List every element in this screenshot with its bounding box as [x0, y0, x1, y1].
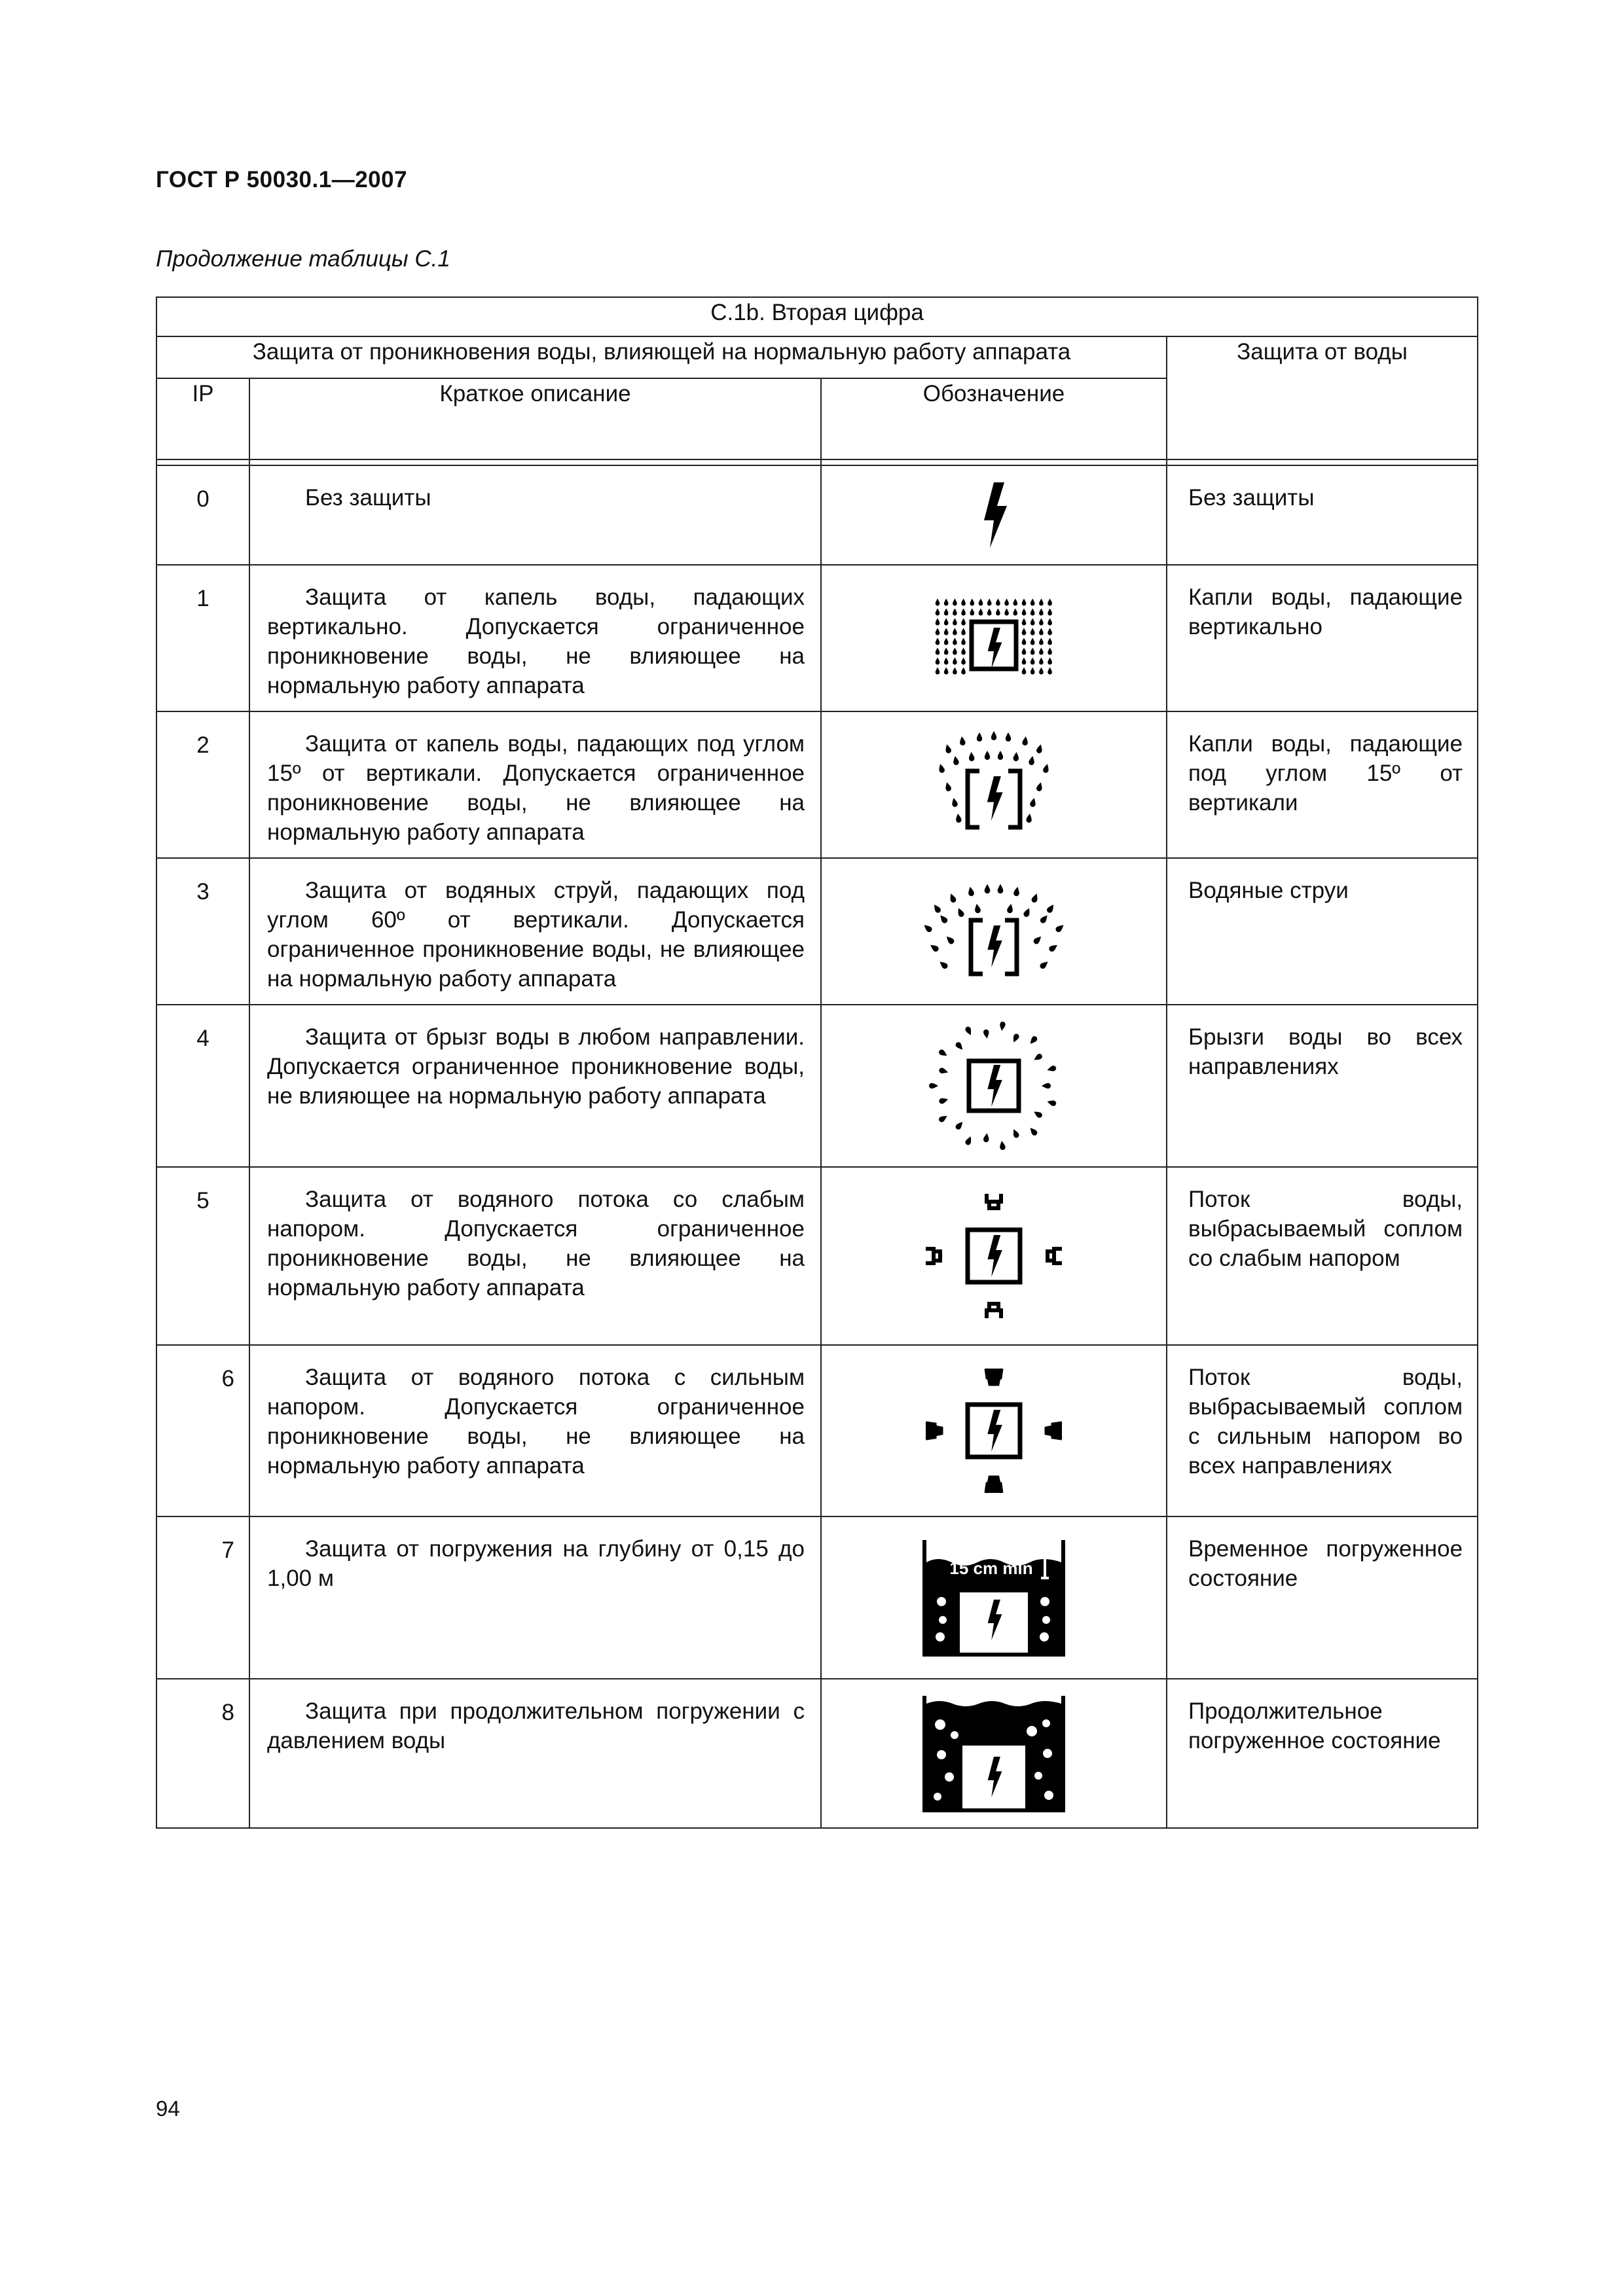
table-continuation-label: Продолжение таблицы С.1 — [156, 246, 450, 272]
row-protection: Продолжительное погруженное состояние — [1167, 1679, 1478, 1828]
depth-label: 15 cm min — [949, 1558, 1033, 1578]
ip-code: 1 — [156, 565, 249, 711]
water-drop-icon — [1013, 609, 1018, 616]
water-drop-icon — [987, 599, 992, 606]
row-protection: Поток воды, выбрасываемый соплом со слабым напором — [1167, 1167, 1478, 1345]
water-drop-icon — [964, 1026, 973, 1036]
row-protection: Капли воды, падающие вертикально — [1167, 565, 1478, 711]
water-drop-icon — [1030, 648, 1035, 655]
water-drop-icon — [974, 903, 981, 914]
table-row — [156, 1679, 1478, 1828]
water-drop-icon — [1022, 658, 1027, 665]
table-row — [156, 1167, 1478, 1345]
water-drop-icon — [977, 732, 982, 742]
water-drop-icon — [998, 751, 1003, 760]
water-drop-icon — [985, 751, 990, 760]
group-header: Защита от проникновения воды, влияющей на нормальную работу аппарата — [156, 336, 1167, 378]
water-drop-icon — [1039, 628, 1044, 636]
water-drop-icon — [983, 1133, 989, 1143]
water-drop-icon — [938, 1097, 949, 1105]
row-description: Защита при продолжительном погружении с давлением воды — [267, 1698, 805, 1753]
water-drop-icon — [959, 736, 966, 745]
water-drop-icon — [1030, 609, 1035, 616]
water-drop-icon — [936, 628, 940, 636]
water-drop-icon — [1039, 599, 1044, 606]
water-drop-icon — [1039, 668, 1044, 675]
water-drop-icon — [1039, 638, 1044, 645]
water-drop-icon — [936, 658, 940, 665]
water-drop-icon — [1048, 599, 1052, 606]
water-drop-icon — [1013, 599, 1018, 606]
water-drop-icon — [970, 609, 975, 616]
water-drop-icon — [953, 658, 957, 665]
water-drop-icon — [944, 744, 952, 754]
water-drop-icon — [1048, 648, 1052, 655]
water-drop-icon — [1022, 609, 1027, 616]
temporary-immersion-icon — [915, 1539, 1072, 1657]
water-drop-icon — [1023, 907, 1032, 918]
ip-code: 8 — [156, 1679, 249, 1828]
water-drop-icon — [1006, 903, 1013, 914]
water-drop-icon — [1022, 619, 1027, 626]
water-spray-60deg-icon — [912, 882, 1076, 980]
table-row — [156, 465, 1478, 565]
water-drop-icon — [953, 599, 957, 606]
water-drop-icon — [938, 763, 945, 774]
water-drop-icon — [1022, 638, 1027, 645]
water-drop-icon — [1032, 1109, 1043, 1119]
water-drop-icon — [1030, 668, 1035, 675]
water-drop-icon — [1028, 1035, 1038, 1045]
water-drop-icon — [985, 884, 991, 893]
water-drop-icon — [936, 668, 940, 675]
ip-code: 0 — [156, 465, 249, 565]
ip-code: 7 — [156, 1516, 249, 1679]
water-drop-icon — [936, 648, 940, 655]
water-drop-icon — [961, 628, 966, 636]
water-drop-icon — [1046, 1065, 1057, 1073]
water-drop-icon — [1046, 1099, 1057, 1107]
symbol-cell — [821, 565, 1167, 711]
water-drop-icon — [932, 903, 941, 914]
water-drop-icon — [987, 609, 992, 616]
water-drop-icon — [1022, 628, 1027, 636]
row-protection: Временное погруженное состояние — [1167, 1516, 1478, 1679]
water-drop-icon — [955, 1041, 965, 1051]
water-drop-icon — [1030, 893, 1039, 904]
row-description: Без защиты — [305, 485, 431, 511]
column-header-protection: Защита от воды — [1167, 336, 1478, 459]
water-drop-icon — [936, 609, 940, 616]
water-drop-icon — [991, 731, 996, 740]
water-drop-icon — [1006, 732, 1011, 742]
water-drop-icon — [1048, 942, 1059, 952]
continuous-immersion-icon — [915, 1695, 1072, 1812]
water-drop-icon — [964, 1136, 973, 1146]
water-drop-icon — [1022, 668, 1027, 675]
water-drop-icon — [1039, 658, 1044, 665]
symbol-cell — [821, 1345, 1167, 1516]
water-drop-icon — [944, 668, 949, 675]
page-number: 94 — [156, 2096, 180, 2121]
water-drop-icon — [956, 907, 965, 918]
lightning-bolt-icon — [974, 482, 1013, 548]
water-drop-icon — [996, 599, 1000, 606]
water-drop-icon — [1042, 763, 1050, 774]
ip-code: 5 — [156, 1167, 249, 1345]
water-drop-icon — [953, 619, 957, 626]
table-row — [156, 565, 1478, 711]
water-drop-icon — [967, 886, 974, 897]
column-header-description: Краткое описание — [249, 378, 821, 459]
water-drop-icon — [1048, 658, 1052, 665]
water-drop-icon — [1039, 914, 1049, 925]
row-description: Защита от капель воды, падающих вертикально. Допускается ограниченное проникновение воды, не влияющее на нормальную работу аппарата — [267, 584, 805, 698]
water-drop-icon — [1026, 813, 1032, 823]
water-drop-icon — [961, 609, 966, 616]
water-drop-icon — [1039, 619, 1044, 626]
ip-code: 6 — [156, 1345, 249, 1516]
water-drop-icon — [1013, 886, 1020, 897]
water-drop-icon — [1030, 638, 1035, 645]
water-drop-icon — [944, 648, 949, 655]
water-drop-icon — [951, 797, 958, 807]
symbol-cell — [821, 858, 1167, 1005]
document-header: ГОСТ Р 50030.1—2007 — [156, 167, 408, 192]
symbol-cell — [821, 711, 1167, 858]
water-drop-icon — [944, 619, 949, 626]
water-drop-icon — [938, 1049, 948, 1058]
water-drop-icon — [922, 923, 934, 933]
symbol-cell — [821, 1516, 1167, 1679]
symbol-cell — [821, 1167, 1167, 1345]
water-drop-icon — [1012, 1128, 1020, 1139]
row-description: Защита от водяных струй, падающих под углом 60º от вертикали. Допускается ограниченное проникновение воды, не влияющее на нормальную работу аппарата — [267, 878, 805, 992]
water-drop-icon — [955, 1120, 965, 1130]
column-header-ip: IP — [156, 378, 249, 459]
column-header-symbol: Обозначение — [821, 378, 1167, 459]
row-description: Защита от водяного потока с сильным напором. Допускается ограниченное проникновение воды, не влияющее на нормальную работу аппарата — [267, 1365, 805, 1479]
water-drop-icon — [996, 609, 1000, 616]
water-drop-icon — [961, 619, 966, 626]
water-drop-icon — [1029, 755, 1036, 765]
water-drop-icon — [1055, 923, 1066, 933]
splash-all-directions-icon — [922, 1017, 1066, 1155]
water-drop-icon — [999, 1141, 1006, 1151]
water-drop-icon — [1030, 628, 1035, 636]
row-protection: Водяные струи — [1167, 858, 1478, 1005]
water-drop-icon — [968, 752, 975, 762]
water-drop-icon — [1004, 609, 1009, 616]
symbol-cell — [821, 465, 1167, 565]
water-drop-icon — [961, 668, 966, 675]
water-drop-icon — [936, 599, 940, 606]
water-drop-icon — [1048, 628, 1052, 636]
water-drop-icon — [953, 668, 957, 675]
table-row — [156, 1005, 1478, 1167]
water-drop-icon — [961, 638, 966, 645]
water-drop-icon — [936, 619, 940, 626]
water-drop-icon — [983, 1029, 989, 1039]
water-drop-icon — [979, 599, 983, 606]
water-drop-icon — [944, 609, 949, 616]
water-drop-icon — [979, 609, 983, 616]
water-drop-icon — [953, 638, 957, 645]
row-protection: Капли воды, падающие под углом 15º от вертикали — [1167, 711, 1478, 858]
water-drop-icon — [1030, 619, 1035, 626]
water-drop-icon — [953, 609, 957, 616]
table-row — [156, 711, 1478, 858]
row-protection: Брызги воды во всех направлениях — [1167, 1005, 1478, 1167]
symbol-cell — [821, 1005, 1167, 1167]
water-drop-icon — [944, 658, 949, 665]
water-drop-icon — [970, 599, 975, 606]
water-drop-icon — [955, 813, 962, 823]
high-pressure-jets-icon — [915, 1362, 1072, 1499]
water-drop-icon — [1029, 797, 1036, 807]
water-drop-icon — [961, 658, 966, 665]
water-drop-icon — [1042, 1083, 1051, 1088]
water-drop-icon — [1036, 744, 1044, 754]
row-description: Защита от водяного потока со слабым напором. Допускается ограниченное проникновение воды, не влияющее на нормальную работу аппарата — [267, 1187, 805, 1300]
table-row — [156, 1345, 1478, 1516]
water-drop-icon — [953, 628, 957, 636]
water-drop-icon — [998, 884, 1004, 893]
water-drop-icon — [944, 781, 952, 792]
water-drop-icon — [1039, 609, 1044, 616]
water-drop-icon — [1030, 658, 1035, 665]
water-drop-icon — [1048, 609, 1052, 616]
water-drop-icon — [1032, 1052, 1043, 1062]
water-drop-icon — [944, 628, 949, 636]
ip-protection-table — [156, 296, 1478, 1829]
water-drop-icon — [944, 599, 949, 606]
water-drop-icon — [1028, 1126, 1038, 1136]
water-drop-icon — [936, 638, 940, 645]
vertical-drops-icon — [928, 596, 1059, 681]
water-drop-icon — [1036, 781, 1044, 792]
water-drop-icon — [929, 1083, 938, 1088]
drops-15deg-icon — [922, 729, 1066, 840]
ip-code: 4 — [156, 1005, 249, 1167]
water-drop-icon — [1039, 648, 1044, 655]
water-drop-icon — [961, 648, 966, 655]
table-caption: С.1b. Вторая цифра — [156, 297, 1478, 336]
water-drop-icon — [948, 893, 957, 904]
water-drop-icon — [1048, 619, 1052, 626]
row-protection: Поток воды, выбрасываемый соплом с сильным напором во всех направлениях — [1167, 1345, 1478, 1516]
water-drop-icon — [938, 1067, 949, 1075]
table-row — [156, 1516, 1478, 1679]
water-drop-icon — [1013, 752, 1019, 762]
table-row — [156, 858, 1478, 1005]
water-drop-icon — [938, 1113, 948, 1123]
water-drop-icon — [1046, 903, 1055, 914]
water-drop-icon — [1039, 960, 1050, 970]
row-description: Защита от капель воды, падающих под углом 15º от вертикали. Допускается ограниченное проникновение воды, не влияющее на нормальную работу аппарата — [267, 731, 805, 845]
symbol-cell — [821, 1679, 1167, 1828]
water-drop-icon — [1004, 599, 1009, 606]
water-drop-icon — [938, 914, 949, 925]
water-drop-icon — [944, 638, 949, 645]
water-drop-icon — [929, 942, 940, 952]
water-drop-icon — [1048, 668, 1052, 675]
row-protection: Без защиты — [1167, 465, 1478, 565]
water-drop-icon — [945, 935, 955, 945]
water-drop-icon — [1022, 648, 1027, 655]
low-pressure-jets-icon — [915, 1187, 1072, 1325]
water-drop-icon — [961, 599, 966, 606]
water-drop-icon — [1022, 736, 1029, 745]
water-drop-icon — [953, 648, 957, 655]
water-drop-icon — [1012, 1033, 1020, 1043]
water-drop-icon — [953, 755, 960, 765]
water-drop-icon — [1030, 599, 1035, 606]
water-drop-icon — [999, 1021, 1006, 1031]
water-drop-icon — [1022, 599, 1027, 606]
ip-code: 2 — [156, 711, 249, 858]
row-description: Защита от брызг воды в любом направлении. Допускается ограниченное проникновение воды, не влияющее на нормальную работу аппарата — [267, 1024, 805, 1109]
water-drop-icon — [1032, 935, 1043, 945]
water-drop-icon — [938, 960, 949, 970]
ip-code: 3 — [156, 858, 249, 1005]
water-drop-icon — [1048, 638, 1052, 645]
row-description: Защита от погружения на глубину от 0,15 до 1,00 м — [267, 1536, 805, 1591]
